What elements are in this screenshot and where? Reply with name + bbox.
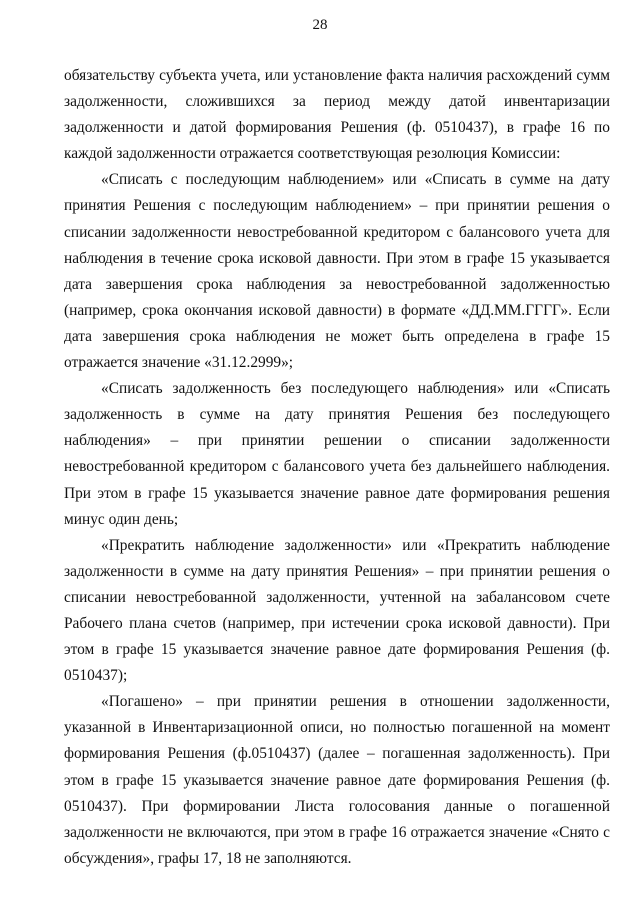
paragraph-repaid: «Погашено» – при принятии решения в отношении задолженности, указанной в Инвентаризационной описи, но полностью погашенной на момент формирования Решения (ф.0510437) (далее – погашенная задолженность). При этом в графе 15 указывается значение равное дате формирования Решения (ф. 0510437). При формировании Листа голосования данные о погашенной задолженности не включаются, при этом в графе 16 отражается значение «Снято с обсуждения», графы 17, 18 не заполняются. [64, 693, 610, 867]
paragraph-write-off-without-observation: «Списать задолженность без последующего наблюдения» или «Списать задолженность в сумме на дату принятия Решения без последующего наблюдения» – при принятии решении о списании задолженности невостребованной кредитором с балансового учета без дальнейшего наблюдения. При этом в графе 15 указывается значение равное дате формирования решения минус один день; [64, 380, 610, 528]
paragraph-continuation: обязательству субъекта учета, или установление факта наличия расхождений сумм задолженности, сложившихся за период между датой инвентаризации задолженности и датой формирования Решения (ф. 0510437), в графе 16 по каждой задолженности отражается соответствующая резолюция Комиссии: [64, 67, 610, 163]
body-text [64, 63, 610, 872]
paragraph-write-off-with-observation: «Списать с последующим наблюдением» или «Списать в сумме на дату принятия Решения с последующим наблюдением» – при принятии решения о списании задолженности невостребованной кредитором с балансового учета для наблюдения в течение срока исковой давности. При этом в графе 15 указывается дата завершения срока наблюдения за невостребованной задолженностью (например, срока окончания исковой давности) в формате «ДД.ММ.ГГГГ». Если дата завершения срока наблюдения не может быть определена в графе 15 отражается значение «31.12.2999»; [64, 171, 610, 372]
page-number: 28 [312, 17, 328, 33]
paragraph-stop-observation: «Прекратить наблюдение задолженности» или «Прекратить наблюдение задолженности в сумме на дату принятия Решения» – при принятии решения о списании невостребованной задолженности, учтенной на забалансовом счете Рабочего плана счетов (например, при истечении срока исковой давности). При этом в графе 15 указывается значение равное дате формирования Решения (ф. 0510437); [64, 536, 610, 685]
